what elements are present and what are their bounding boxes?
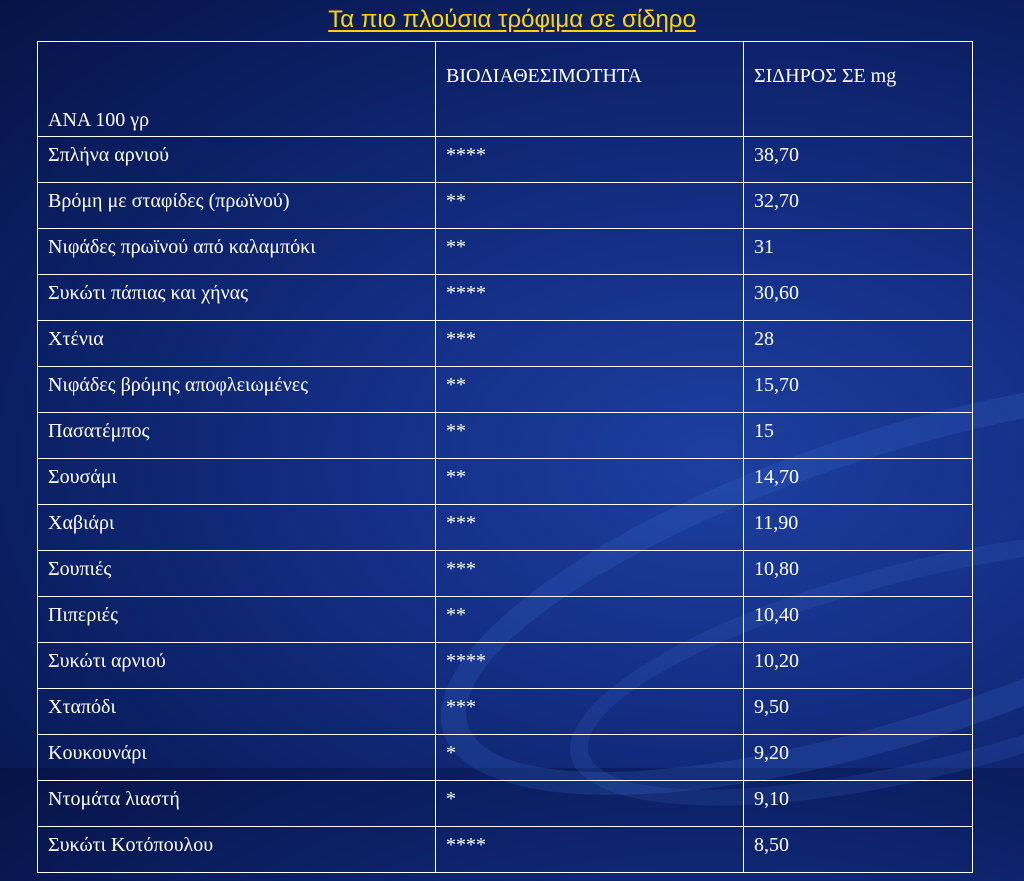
iron-mg-cell: 9,10 [744, 781, 973, 827]
bioavailability-cell: ** [436, 459, 744, 505]
table-row [38, 735, 973, 781]
table-row [38, 505, 973, 551]
table-row [38, 183, 973, 229]
food-cell: Νιφάδες πρωϊνού από καλαμπόκι [38, 229, 436, 275]
bioavailability-cell: ** [436, 229, 744, 275]
iron-mg-cell: 10,40 [744, 597, 973, 643]
table-row [38, 597, 973, 643]
iron-mg-cell: 38,70 [744, 137, 973, 183]
iron-mg-cell: 31 [744, 229, 973, 275]
food-cell: Σουπιές [38, 551, 436, 597]
slide-title: Τα πιο πλούσια τρόφιμα σε σίδηρο [328, 6, 696, 33]
iron-mg-cell: 14,70 [744, 459, 973, 505]
bioavailability-cell: **** [436, 827, 744, 873]
food-cell: Κουκουνάρι [38, 735, 436, 781]
iron-mg-cell: 28 [744, 321, 973, 367]
table-row [38, 643, 973, 689]
iron-mg-cell: 9,50 [744, 689, 973, 735]
bioavailability-cell: *** [436, 689, 744, 735]
iron-mg-cell: 10,20 [744, 643, 973, 689]
food-cell: Χταπόδι [38, 689, 436, 735]
table-row [38, 781, 973, 827]
bioavailability-cell: ** [436, 183, 744, 229]
food-cell: Ντομάτα λιαστή [38, 781, 436, 827]
food-cell: Συκώτι Κοτόπουλου [38, 827, 436, 873]
bioavailability-cell: *** [436, 551, 744, 597]
table-row [38, 413, 973, 459]
bioavailability-cell: *** [436, 505, 744, 551]
bioavailability-cell: **** [436, 137, 744, 183]
table-row [38, 551, 973, 597]
iron-mg-cell: 8,50 [744, 827, 973, 873]
column-header-food: ΑΝΑ 100 γρ [38, 42, 436, 137]
iron-mg-cell: 15 [744, 413, 973, 459]
food-cell: Χαβιάρι [38, 505, 436, 551]
table-row [38, 827, 973, 873]
iron-mg-cell: 32,70 [744, 183, 973, 229]
food-cell: Χτένια [38, 321, 436, 367]
food-cell: Συκώτι αρνιού [38, 643, 436, 689]
iron-mg-cell: 30,60 [744, 275, 973, 321]
bioavailability-cell: ** [436, 413, 744, 459]
iron-foods-table [37, 41, 973, 873]
iron-mg-cell: 10,80 [744, 551, 973, 597]
table-row [38, 321, 973, 367]
iron-mg-cell: 9,20 [744, 735, 973, 781]
bioavailability-cell: ** [436, 367, 744, 413]
iron-mg-cell: 11,90 [744, 505, 973, 551]
table-header-row [38, 42, 973, 137]
table-row [38, 459, 973, 505]
food-cell: Σουσάμι [38, 459, 436, 505]
table-row [38, 275, 973, 321]
table-row [38, 367, 973, 413]
column-header-iron-mg: ΣΙΔΗΡΟΣ ΣΕ mg [744, 42, 973, 137]
food-cell: Βρόμη με σταφίδες (πρωϊνού) [38, 183, 436, 229]
column-header-bioavailability: ΒΙΟΔΙΑΘΕΣΙΜΟΤΗΤΑ [436, 42, 744, 137]
bioavailability-cell: ** [436, 597, 744, 643]
iron-mg-cell: 15,70 [744, 367, 973, 413]
bioavailability-cell: **** [436, 643, 744, 689]
food-cell: Πιπεριές [38, 597, 436, 643]
table-row [38, 229, 973, 275]
food-cell: Συκώτι πάπιας και χήνας [38, 275, 436, 321]
table-row [38, 689, 973, 735]
table-row [38, 137, 973, 183]
bioavailability-cell: **** [436, 275, 744, 321]
food-cell: Πασατέμπος [38, 413, 436, 459]
food-cell: Νιφάδες βρόμης αποφλειωμένες [38, 367, 436, 413]
bioavailability-cell: * [436, 735, 744, 781]
food-cell: Σπλήνα αρνιού [38, 137, 436, 183]
bioavailability-cell: * [436, 781, 744, 827]
bioavailability-cell: *** [436, 321, 744, 367]
